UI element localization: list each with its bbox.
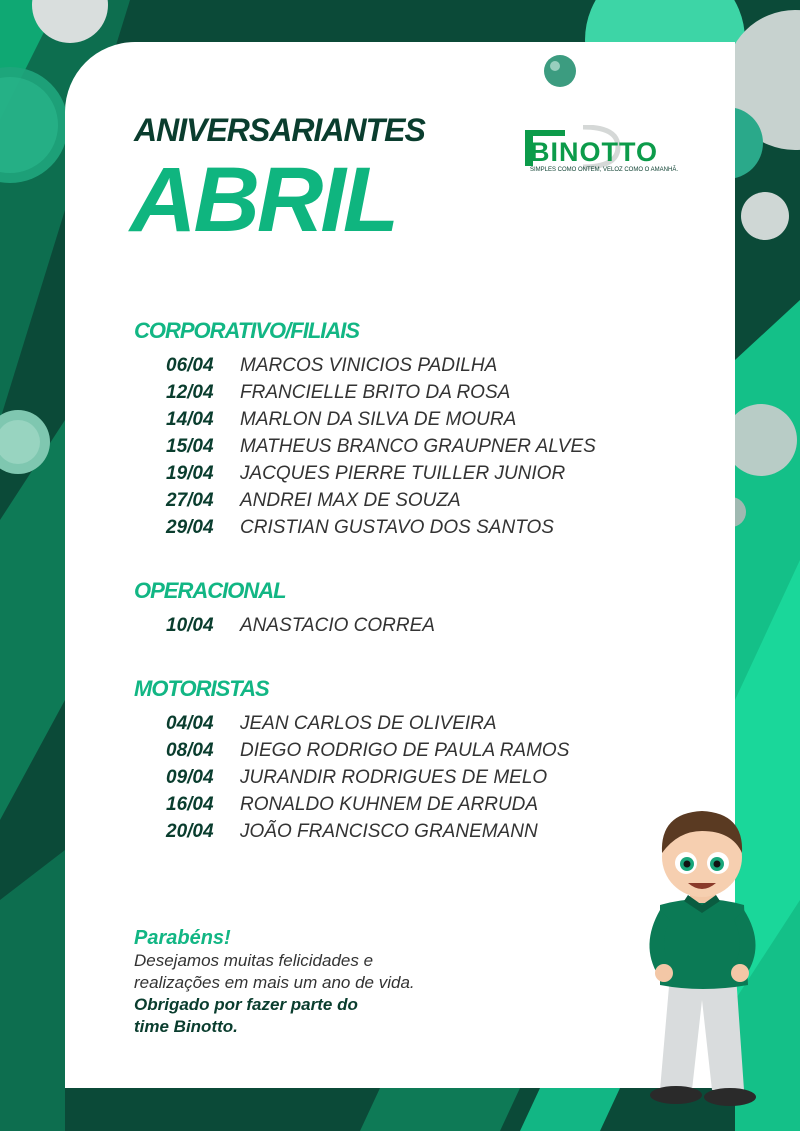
list-item [166, 764, 569, 791]
list-item [166, 460, 596, 487]
person-name: MATHEUS BRANCO GRAUPNER ALVES [240, 435, 596, 457]
birthday-date: 06/04 [166, 354, 214, 376]
list-item [166, 737, 569, 764]
section-title-corporativo: CORPORATIVO/FILIAIS [134, 318, 360, 343]
person-name: FRANCIELLE BRITO DA ROSA [240, 381, 511, 403]
list-item [166, 612, 435, 639]
list-item [166, 352, 596, 379]
message-body-line: realizações em mais um ano de vida. [134, 973, 415, 992]
mascot-icon [620, 805, 785, 1115]
page-subtitle: ANIVERSARIANTES [134, 112, 425, 148]
person-name: RONALDO KUHNEM DE ARRUDA [240, 793, 539, 815]
section-title-motoristas: MOTORISTAS [134, 676, 269, 701]
list-item [166, 514, 596, 541]
birthday-date: 10/04 [166, 614, 214, 636]
list-item [166, 791, 569, 818]
person-name: CRISTIAN GUSTAVO DOS SANTOS [240, 516, 554, 538]
congratulations-message [134, 926, 494, 1038]
birthday-date: 19/04 [166, 462, 214, 484]
list-item [166, 818, 569, 845]
person-name: ANDREI MAX DE SOUZA [240, 489, 461, 511]
person-name: JACQUES PIERRE TUILLER JUNIOR [240, 462, 566, 484]
list-corporativo [166, 352, 596, 541]
birthday-date: 09/04 [166, 766, 214, 788]
message-title: Parabéns! [134, 927, 231, 949]
person-name: MARLON DA SILVA DE MOURA [240, 408, 517, 430]
list-motoristas [166, 710, 569, 845]
person-name: JURANDIR RODRIGUES DE MELO [240, 766, 548, 788]
list-item [166, 379, 596, 406]
list-operacional [166, 612, 435, 639]
ornament-icon [543, 54, 577, 88]
message-thanks-line: time Binotto. [134, 1017, 238, 1036]
section-title-operacional: OPERACIONAL [134, 578, 286, 603]
message-body-line: Desejamos muitas felicidades e [134, 951, 374, 970]
birthday-date: 16/04 [166, 793, 214, 815]
birthday-date: 27/04 [166, 489, 214, 511]
birthday-date: 04/04 [166, 712, 214, 734]
list-item [166, 406, 596, 433]
birthday-date: 15/04 [166, 435, 214, 457]
person-name: JOÃO FRANCISCO GRANEMANN [240, 820, 538, 842]
person-name: DIEGO RODRIGO DE PAULA RAMOS [240, 739, 570, 761]
birthday-date: 14/04 [166, 408, 214, 430]
birthday-date: 29/04 [166, 516, 214, 538]
message-thanks-line: Obrigado por fazer parte do [134, 995, 358, 1014]
birthday-date: 12/04 [166, 381, 214, 403]
birthday-date: 08/04 [166, 739, 214, 761]
person-name: MARCOS VINICIOS PADILHA [240, 354, 498, 376]
list-item [166, 710, 569, 737]
page-title: ABRIL [130, 149, 397, 251]
birthday-date: 20/04 [166, 820, 214, 842]
person-name: ANASTACIO CORREA [240, 614, 435, 636]
person-name: JEAN CARLOS DE OLIVEIRA [240, 712, 497, 734]
logo-wordmark: BINOTTO [530, 137, 658, 167]
list-item [166, 433, 596, 460]
logo-tagline: SIMPLES COMO ONTEM, VELOZ COMO O AMANHÃ. [530, 167, 679, 173]
list-item [166, 487, 596, 514]
